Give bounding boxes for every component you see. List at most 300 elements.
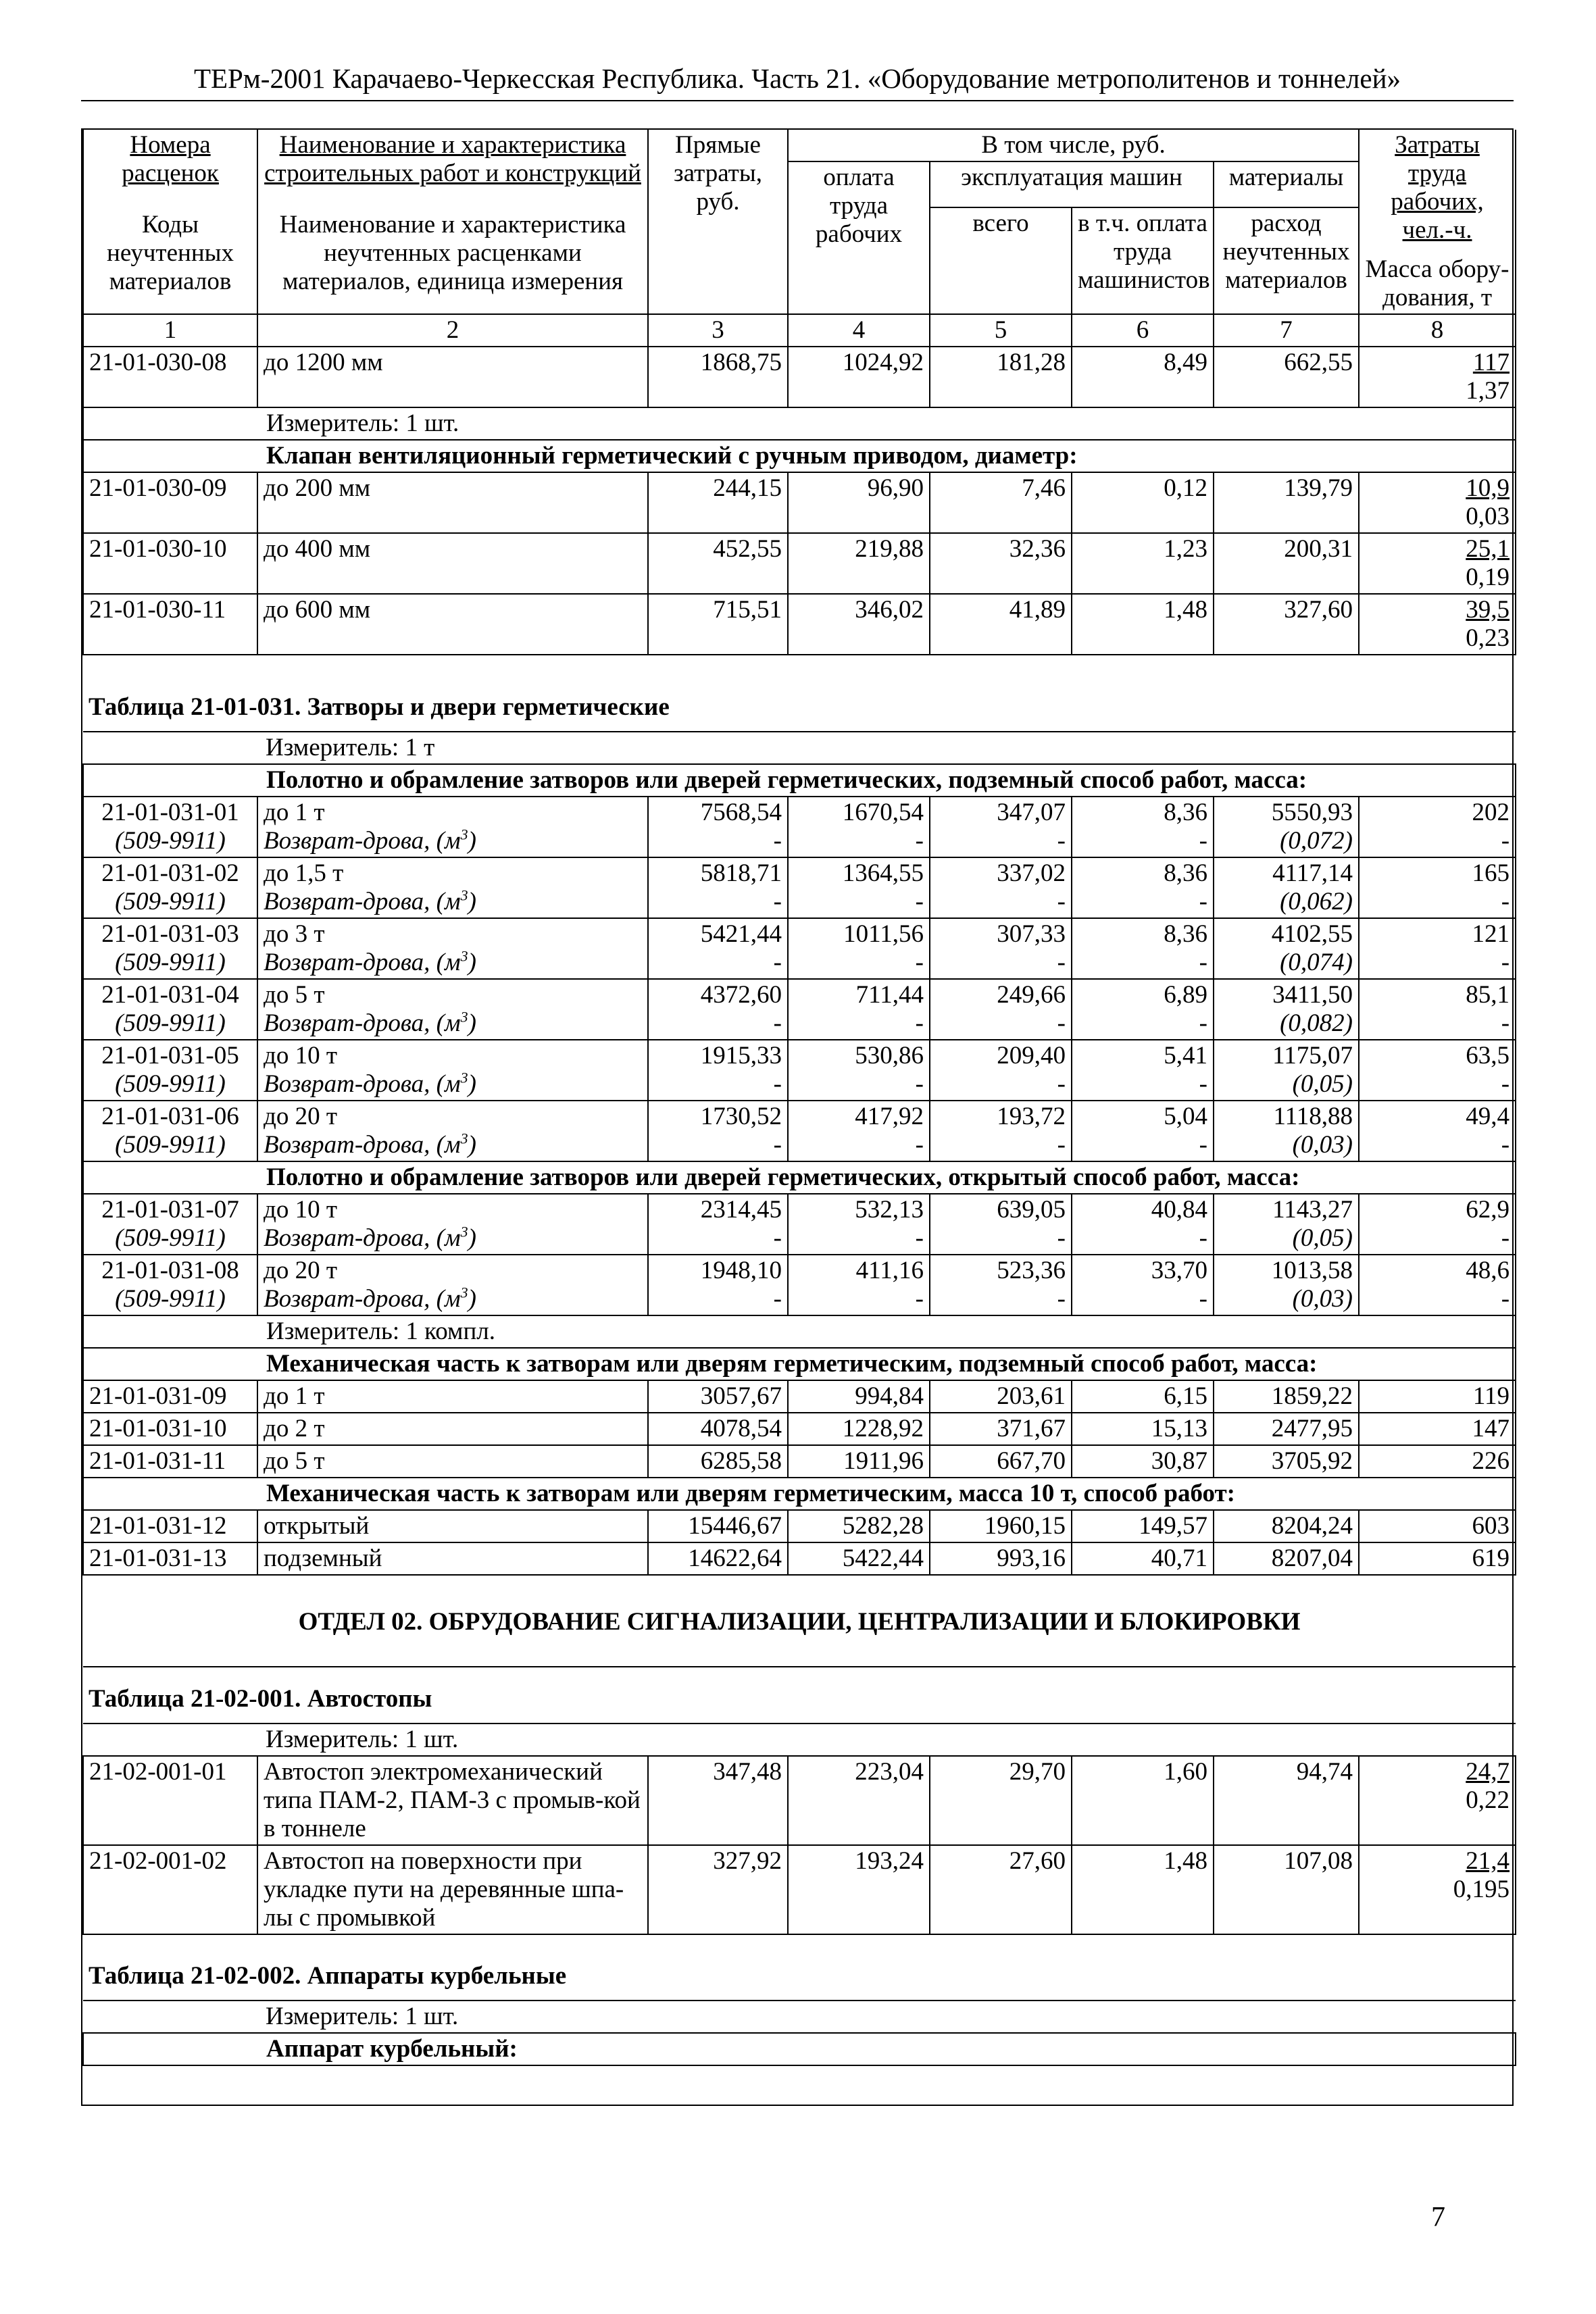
material-unit-exponent: 3 (460, 947, 468, 965)
machinist-wages-cell (1072, 1101, 1214, 1161)
labor-hours: 202 (1472, 799, 1510, 826)
measure-row: Измеритель: 1 шт. (83, 1724, 1516, 1756)
material-costs-cell (1214, 1040, 1359, 1101)
labor-dash: - (1501, 1131, 1510, 1159)
rate-code-cell (83, 1040, 257, 1101)
direct-dash: - (773, 1285, 782, 1313)
rate-code: 21-01-031-07 (101, 1196, 239, 1224)
material-quantity: (0,082) (1280, 1009, 1353, 1037)
rate-code: 21-01-031-01 (101, 799, 239, 826)
column-number: 6 (1072, 314, 1214, 347)
rate-name: до 10 т (264, 1196, 337, 1224)
worker-wages: 1911,96 (788, 1445, 930, 1478)
direct-costs: 3057,67 (648, 1380, 788, 1413)
worker-wages: 223,04 (788, 1756, 930, 1845)
rate-name: до 1 т (257, 1380, 648, 1413)
rate-code: 21-01-031-13 (83, 1542, 257, 1575)
machinist-wages-cell (1072, 918, 1214, 979)
rate-row (83, 1542, 1516, 1575)
labor-cell (1359, 472, 1516, 533)
rows-group-f (83, 1510, 1516, 1575)
rows-group-c (83, 797, 1516, 1161)
rate-table-frame (81, 128, 1514, 2106)
direct-costs: 4372,60 (700, 981, 782, 1009)
rate-code: 21-01-031-08 (101, 1257, 239, 1284)
material-quantity: (0,072) (1280, 827, 1353, 855)
machinist-wages: 6,89 (1164, 981, 1207, 1009)
material-name-text: Возврат-дрова, (м (264, 1009, 461, 1037)
direct-costs: 1915,33 (700, 1042, 782, 1070)
material-name-text: Возврат-дрова, (м (264, 1285, 461, 1313)
material-name-text: Возврат-дрова, (м (264, 827, 461, 855)
column-number: 5 (930, 314, 1072, 347)
material-name (264, 827, 642, 855)
machines-dash: - (1057, 1070, 1066, 1098)
machinist-wages: 149,57 (1072, 1510, 1214, 1542)
labor-hours: 63,5 (1466, 1042, 1510, 1070)
material-code: (509-9911) (115, 1285, 226, 1313)
material-name (264, 1224, 642, 1253)
machine-costs: 523,36 (997, 1257, 1066, 1284)
worker-wages: 1011,56 (843, 920, 924, 948)
rate-code: 21-01-031-09 (83, 1380, 257, 1413)
group-heading-row: Полотно и обрамление затворов или дверей герметических, открытый способ работ, масса: (83, 1161, 1516, 1194)
direct-costs: 452,55 (648, 533, 788, 594)
rate-code: 21-01-030-09 (83, 472, 257, 533)
material-unit-exponent: 3 (460, 826, 468, 843)
equipment-mass: 0,03 (1466, 503, 1510, 530)
machinist-wages: 1,48 (1072, 1845, 1214, 1934)
material-unit-exponent: 3 (460, 1130, 468, 1147)
rate-name: до 600 мм (257, 594, 648, 655)
material-name-close: ) (468, 827, 476, 855)
labor-hours: 619 (1359, 1542, 1516, 1575)
material-name (264, 949, 642, 977)
labor-hours: 603 (1359, 1510, 1516, 1542)
rate-code: 21-01-030-11 (83, 594, 257, 655)
labor-hours: 49,4 (1466, 1103, 1510, 1130)
machinist-dash: - (1199, 1224, 1207, 1252)
machine-costs: 7,46 (930, 472, 1072, 533)
rate-row (83, 1413, 1516, 1445)
material-costs: 139,79 (1214, 472, 1359, 533)
section-title-row: ОТДЕЛ 02. ОБРУДОВАНИЕ СИГНАЛИЗАЦИИ, ЦЕНТРАЛИЗАЦИИ И БЛОКИРОВКИ (83, 1575, 1516, 1667)
machine-costs-cell (930, 979, 1072, 1040)
material-costs: 1118,88 (1273, 1103, 1353, 1130)
rate-name: до 20 т (264, 1257, 337, 1284)
worker-wages: 1228,92 (788, 1413, 930, 1445)
rate-row (83, 857, 1516, 918)
worker-wages-cell (788, 918, 930, 979)
labor-hours: 119 (1359, 1380, 1516, 1413)
direct-dash: - (773, 1070, 782, 1098)
machinist-wages: 5,41 (1164, 1042, 1207, 1070)
rate-code-cell (83, 979, 257, 1040)
rate-code: 21-01-031-06 (101, 1103, 239, 1130)
labor-hours: 21,4 (1466, 1847, 1510, 1875)
column-number: 3 (648, 314, 788, 347)
material-quantity: (0,03) (1292, 1285, 1353, 1313)
rate-code: 21-01-030-08 (83, 347, 257, 407)
worker-wages: 994,84 (788, 1380, 930, 1413)
worker-wages-cell (788, 1101, 930, 1161)
rate-code-cell (83, 918, 257, 979)
header-machines-total: всего (930, 207, 1072, 314)
rate-row (83, 797, 1516, 857)
equipment-mass: 0,195 (1453, 1876, 1510, 1903)
rate-name: до 10 т (264, 1042, 337, 1070)
group-heading-row: Полотно и обрамление затворов или дверей герметических, подземный способ работ, масса: (83, 764, 1516, 797)
material-code: (509-9911) (115, 949, 226, 976)
material-name-close: ) (468, 1224, 476, 1252)
machinist-wages: 5,04 (1164, 1103, 1207, 1130)
direct-costs: 14622,64 (648, 1542, 788, 1575)
page-number: 7 (1431, 2202, 1445, 2233)
labor-cell (1359, 1845, 1516, 1934)
rows-group-b (83, 472, 1516, 655)
machine-costs: 209,40 (997, 1042, 1066, 1070)
material-quantity: (0,062) (1280, 888, 1353, 915)
rate-name: до 2 т (257, 1413, 648, 1445)
rate-name: до 5 т (264, 981, 325, 1009)
rate-name-cell (257, 1255, 648, 1315)
machine-costs: 993,16 (930, 1542, 1072, 1575)
wages-dash: - (915, 1285, 924, 1313)
material-code: (509-9911) (115, 1009, 226, 1037)
rate-row (83, 918, 1516, 979)
machinist-wages: 40,71 (1072, 1542, 1214, 1575)
material-name (264, 1285, 642, 1313)
labor-hours-cell (1359, 1101, 1516, 1161)
rate-row (83, 347, 1516, 407)
direct-dash: - (773, 827, 782, 855)
worker-wages: 530,86 (855, 1042, 924, 1070)
labor-cell (1359, 533, 1516, 594)
machinist-wages: 0,12 (1072, 472, 1214, 533)
material-name (264, 1131, 642, 1159)
direct-costs: 1730,52 (700, 1103, 782, 1130)
labor-hours: 226 (1359, 1445, 1516, 1478)
material-unit-exponent: 3 (460, 1008, 468, 1026)
direct-costs: 2314,45 (700, 1196, 782, 1224)
measure-row: Измеритель: 1 шт. (83, 407, 1516, 440)
machinist-wages-cell (1072, 979, 1214, 1040)
machine-costs: 667,70 (930, 1445, 1072, 1478)
material-costs: 3705,92 (1214, 1445, 1359, 1478)
direct-costs: 4078,54 (648, 1413, 788, 1445)
direct-costs-cell (648, 1101, 788, 1161)
measure-row: Измеритель: 1 т (83, 732, 1516, 764)
material-costs-cell (1214, 1194, 1359, 1255)
rate-code: 21-02-001-01 (83, 1756, 257, 1845)
rate-table (82, 130, 1516, 2066)
equipment-mass: 0,19 (1466, 563, 1510, 591)
material-name-close: ) (468, 1285, 476, 1313)
material-costs-cell (1214, 1255, 1359, 1315)
labor-hours: 85,1 (1466, 981, 1510, 1009)
material-costs: 4117,14 (1272, 859, 1353, 887)
machinist-wages: 8,49 (1072, 347, 1214, 407)
rate-row (83, 1510, 1516, 1542)
machine-costs: 337,02 (997, 859, 1066, 887)
labor-hours: 48,6 (1466, 1257, 1510, 1284)
worker-wages: 96,90 (788, 472, 930, 533)
worker-wages: 1024,92 (788, 347, 930, 407)
labor-dash: - (1501, 949, 1510, 976)
rate-code: 21-01-030-10 (83, 533, 257, 594)
machine-costs-cell (930, 1040, 1072, 1101)
rate-row (83, 1194, 1516, 1255)
rate-name: до 1200 мм (257, 347, 648, 407)
material-unit-exponent: 3 (460, 1223, 468, 1240)
material-costs: 94,74 (1214, 1756, 1359, 1845)
measure-row: Измеритель: 1 компл. (83, 1315, 1516, 1348)
labor-hours: 147 (1359, 1413, 1516, 1445)
rate-name: Автостоп на поверхности при укладке пути на деревянные шпа-лы с промывкой (257, 1845, 648, 1934)
material-name-text: Возврат-дрова, (м (264, 888, 461, 915)
header-labor: Затраты труда рабочих, чел.-ч. Масса обору-дования, т (1359, 130, 1516, 314)
labor-dash: - (1501, 1070, 1510, 1098)
labor-hours-cell (1359, 857, 1516, 918)
rows-group-g (83, 1756, 1516, 1934)
group-heading-row: Механическая часть к затворам или дверям герметическим, подземный способ работ, масса: (83, 1348, 1516, 1380)
machines-dash: - (1057, 888, 1066, 915)
worker-wages-cell (788, 1255, 930, 1315)
rate-row (83, 1445, 1516, 1478)
material-code: (509-9911) (115, 888, 226, 915)
machinist-wages: 6,15 (1072, 1380, 1214, 1413)
rows-group-a (83, 347, 1516, 407)
worker-wages-cell (788, 979, 930, 1040)
table-title-row: Таблица 21-01-031. Затворы и двери герметические (83, 655, 1516, 732)
machinist-wages-cell (1072, 1255, 1214, 1315)
wages-dash: - (915, 888, 924, 915)
rate-name-cell (257, 857, 648, 918)
wages-dash: - (915, 1224, 924, 1252)
material-unit-exponent: 3 (460, 1284, 468, 1301)
material-costs-cell (1214, 918, 1359, 979)
rate-name: до 1 т (264, 799, 325, 826)
direct-costs: 7568,54 (700, 799, 782, 826)
machine-costs: 32,36 (930, 533, 1072, 594)
header-materials-unaccounted: расход неучтенных материалов (1214, 207, 1359, 314)
labor-cell (1359, 347, 1516, 407)
labor-hours: 121 (1472, 920, 1510, 948)
rate-code-cell (83, 797, 257, 857)
rate-code-cell (83, 857, 257, 918)
worker-wages-cell (788, 1194, 930, 1255)
material-quantity: (0,05) (1292, 1070, 1353, 1098)
machinist-wages-cell (1072, 1040, 1214, 1101)
machines-dash: - (1057, 1131, 1066, 1159)
material-costs: 200,31 (1214, 533, 1359, 594)
labor-hours: 165 (1472, 859, 1510, 887)
labor-hours-cell (1359, 1255, 1516, 1315)
column-number: 1 (83, 314, 257, 347)
rate-code-cell (83, 1101, 257, 1161)
machine-costs-cell (930, 918, 1072, 979)
machinist-dash: - (1199, 1131, 1207, 1159)
worker-wages: 417,92 (855, 1103, 924, 1130)
header-machines-wages: в т.ч. оплата труда машинистов (1072, 207, 1214, 314)
labor-hours-cell (1359, 1040, 1516, 1101)
material-costs: 107,08 (1214, 1845, 1359, 1934)
direct-costs: 1948,10 (700, 1257, 782, 1284)
rows-group-d (83, 1194, 1516, 1315)
direct-costs-cell (648, 979, 788, 1040)
material-code: (509-9911) (115, 1224, 226, 1252)
measure-row: Измеритель: 1 шт. (83, 2001, 1516, 2033)
machine-costs: 41,89 (930, 594, 1072, 655)
worker-wages: 219,88 (788, 533, 930, 594)
labor-hours: 24,7 (1466, 1758, 1510, 1786)
machine-costs: 347,07 (997, 799, 1066, 826)
machinist-dash: - (1199, 949, 1207, 976)
direct-costs-cell (648, 857, 788, 918)
header-machines: эксплуатация машин (930, 161, 1214, 207)
material-costs: 4102,55 (1271, 920, 1353, 948)
header-wages: оплата труда рабочих (788, 161, 930, 314)
column-number: 4 (788, 314, 930, 347)
machinist-dash: - (1199, 827, 1207, 855)
labor-hours: 25,1 (1466, 535, 1510, 563)
material-quantity: (0,05) (1292, 1224, 1353, 1252)
machines-dash: - (1057, 827, 1066, 855)
rate-name-cell (257, 918, 648, 979)
labor-dash: - (1501, 1224, 1510, 1252)
material-name-close: ) (468, 1131, 476, 1159)
column-number: 7 (1214, 314, 1359, 347)
material-name-text: Возврат-дрова, (м (264, 1070, 461, 1098)
material-costs-cell (1214, 1101, 1359, 1161)
direct-dash: - (773, 949, 782, 976)
wages-dash: - (915, 1070, 924, 1098)
rate-row (83, 1040, 1516, 1101)
direct-costs-cell (648, 1255, 788, 1315)
rate-name: открытый (257, 1510, 648, 1542)
material-name-text: Возврат-дрова, (м (264, 1131, 461, 1159)
worker-wages: 411,16 (855, 1257, 924, 1284)
material-unit-exponent: 3 (460, 886, 468, 904)
rate-code: 21-01-031-03 (101, 920, 239, 948)
machines-dash: - (1057, 1224, 1066, 1252)
header-including: В том числе, руб. (788, 130, 1359, 161)
machinist-dash: - (1199, 888, 1207, 915)
header-name: Наименование и характеристика строительных работ и конструкций Наименование и характеристика неучтенных расценками материалов, единица измерения (257, 130, 648, 314)
material-code: (509-9911) (115, 827, 226, 855)
material-costs: 1143,27 (1272, 1196, 1353, 1224)
wages-dash: - (915, 949, 924, 976)
rate-code: 21-01-031-10 (83, 1413, 257, 1445)
machines-dash: - (1057, 1009, 1066, 1037)
table-title-row: Таблица 21-02-001. Автостопы (89, 1685, 432, 1713)
table-title-row: Таблица 21-02-002. Аппараты курбельные (83, 1934, 1516, 2001)
machine-costs: 639,05 (997, 1196, 1066, 1224)
header-direct-costs: Прямые затраты, руб. (648, 130, 788, 314)
labor-hours: 10,9 (1466, 474, 1510, 502)
machine-costs: 193,72 (997, 1103, 1066, 1130)
material-costs: 3411,50 (1272, 981, 1353, 1009)
material-name-close: ) (468, 1009, 476, 1037)
material-name-text: Возврат-дрова, (м (264, 949, 461, 976)
worker-wages: 1670,54 (842, 799, 924, 826)
rate-name: до 200 мм (257, 472, 648, 533)
worker-wages: 711,44 (855, 981, 924, 1009)
machine-costs: 181,28 (930, 347, 1072, 407)
direct-costs: 244,15 (648, 472, 788, 533)
machinist-wages: 8,36 (1164, 920, 1207, 948)
material-costs: 662,55 (1214, 347, 1359, 407)
labor-hours-cell (1359, 1194, 1516, 1255)
material-costs-cell (1214, 979, 1359, 1040)
direct-costs-cell (648, 918, 788, 979)
labor-cell (1359, 594, 1516, 655)
rate-row (83, 594, 1516, 655)
direct-costs: 715,51 (648, 594, 788, 655)
rate-row (83, 1255, 1516, 1315)
machines-dash: - (1057, 1285, 1066, 1313)
worker-wages-cell (788, 857, 930, 918)
rate-name-cell (257, 1101, 648, 1161)
rate-name: до 20 т (264, 1103, 337, 1130)
rate-name: подземный (257, 1542, 648, 1575)
labor-hours-cell (1359, 797, 1516, 857)
group-heading-row: Аппарат курбельный: (83, 2033, 1516, 2065)
worker-wages: 5282,28 (788, 1510, 930, 1542)
direct-costs: 15446,67 (648, 1510, 788, 1542)
machine-costs: 1960,15 (930, 1510, 1072, 1542)
machinist-wages: 15,13 (1072, 1413, 1214, 1445)
machinist-wages: 33,70 (1151, 1257, 1207, 1284)
rate-name: до 3 т (264, 920, 325, 948)
direct-costs: 347,48 (648, 1756, 788, 1845)
direct-costs-cell (648, 1040, 788, 1101)
labor-hours: 62,9 (1466, 1196, 1510, 1224)
material-costs: 1013,58 (1271, 1257, 1353, 1284)
rate-row (83, 472, 1516, 533)
machinist-wages: 30,87 (1072, 1445, 1214, 1478)
machine-costs-cell (930, 1255, 1072, 1315)
rate-name: до 5 т (257, 1445, 648, 1478)
material-costs-cell (1214, 857, 1359, 918)
machinist-wages-cell (1072, 1194, 1214, 1255)
material-name-text: Возврат-дрова, (м (264, 1224, 461, 1252)
machinist-wages: 8,36 (1164, 859, 1207, 887)
group-heading-row: Клапан вентиляционный герметический с ручным приводом, диаметр: (83, 440, 1516, 472)
machinist-wages: 1,23 (1072, 533, 1214, 594)
material-name (264, 1070, 642, 1099)
labor-hours: 117 (1472, 349, 1510, 376)
machinist-wages: 1,60 (1072, 1756, 1214, 1845)
header-codes: Номера расценок Коды неучтенных материалов (83, 130, 257, 314)
material-name (264, 888, 642, 916)
machinist-wages: 8,36 (1164, 799, 1207, 826)
wages-dash: - (915, 827, 924, 855)
material-unit-exponent: 3 (460, 1069, 468, 1086)
machine-costs: 27,60 (930, 1845, 1072, 1934)
labor-hours-cell (1359, 979, 1516, 1040)
worker-wages-cell (788, 797, 930, 857)
rate-name: до 400 мм (257, 533, 648, 594)
worker-wages-cell (788, 1040, 930, 1101)
machines-dash: - (1057, 949, 1066, 976)
rate-name: до 1,5 т (264, 859, 344, 887)
column-number-row (83, 314, 1516, 347)
rate-row (83, 1380, 1516, 1413)
material-name-close: ) (468, 888, 476, 915)
rate-code: 21-01-031-02 (101, 859, 239, 887)
rate-row (83, 1845, 1516, 1934)
